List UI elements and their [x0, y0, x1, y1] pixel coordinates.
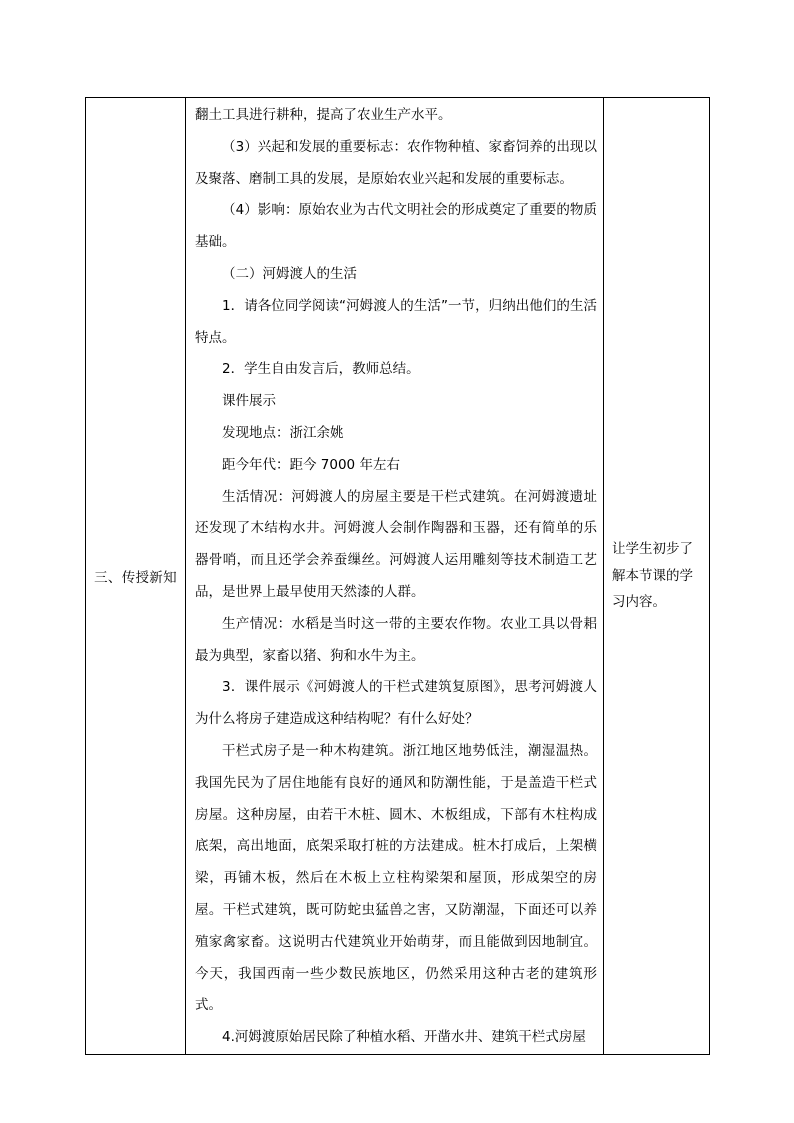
- table-row: [86, 98, 710, 1055]
- content-paragraph: 3．课件展示《河姆渡人的干栏式建筑复原图》，思考河姆渡人为什么将房子建造成这种结构呢？有什么好处？: [195, 679, 597, 728]
- content-paragraph: 课件展示: [222, 393, 276, 410]
- content-paragraph: 4.河姆渡原始居民除了种植水稻、开凿水井、建筑干栏式房屋: [222, 1029, 586, 1046]
- section-label: 三、传授新知: [94, 569, 177, 586]
- content-paragraph: 距今年代：距今 7000 年左右: [222, 456, 400, 473]
- content-paragraph: 发现地点：浙江余姚: [222, 424, 344, 441]
- teaching-content-cell: [186, 98, 604, 1055]
- content-paragraph: （4）影响：原始农业为古代文明社会的形成奠定了重要的物质基础。: [195, 202, 597, 251]
- content-paragraph: 干栏式房子是一种木构建筑。浙江地区地势低洼，潮湿温热。我国先民为了居住地能有良好的通风和防潮性能，于是盖造干栏式房屋。这种房屋，由若干木桩、圆木、木板组成，下部有木柱构成底架，高出地面，底架采取打桩的方法建成。桩木打成后，上架横梁，再铺木板，然后在木板上立柱构梁架和屋顶，形成架空的房屋。干栏式建筑，既可防蛇虫猛兽之害，又防潮湿，下面还可以养殖家禽家畜。这说明古代建筑业开始萌芽，而且能做到因地制宜。今天，我国西南一些少数民族地区，仍然采用这种古老的建筑形式。: [195, 742, 597, 1014]
- content-paragraph: （3）兴起和发展的重要标志：农作物种植、家畜饲养的出现以及聚落、磨制工具的发展，是原始农业兴起和发展的重要标志。: [195, 138, 597, 187]
- design-intent-text: 让学生初步了解本节课的学习内容。: [612, 541, 693, 611]
- content-paragraph: 2．学生自由发言后，教师总结。: [222, 361, 420, 378]
- design-intent-cell: [604, 98, 710, 1055]
- content-paragraph: （二）河姆渡人的生活: [222, 265, 357, 282]
- content-paragraph: 生活情况：河姆渡人的房屋主要是干栏式建筑。在河姆渡遗址还发现了木结构水井。河姆渡人会制作陶器和玉器，还有简单的乐器骨哨，而且还学会养蚕缫丝。河姆渡人运用雕刻等技术制造工艺品，是世界上最早使用天然漆的人群。: [195, 488, 597, 600]
- content-paragraph: 生产情况：水稻是当时这一带的主要农作物。农业工具以骨耜最为典型，家畜以猪、狗和水牛为主。: [195, 615, 597, 664]
- teaching-content: [186, 98, 603, 1054]
- content-paragraph: 翻土工具进行耕种，提高了农业生产水平。: [195, 107, 452, 123]
- lesson-plan-table: [85, 97, 710, 1055]
- section-label-cell: [86, 98, 186, 1055]
- content-paragraph: 1．请各位同学阅读“河姆渡人的生活”一节，归纳出他们的生活特点。: [195, 297, 597, 346]
